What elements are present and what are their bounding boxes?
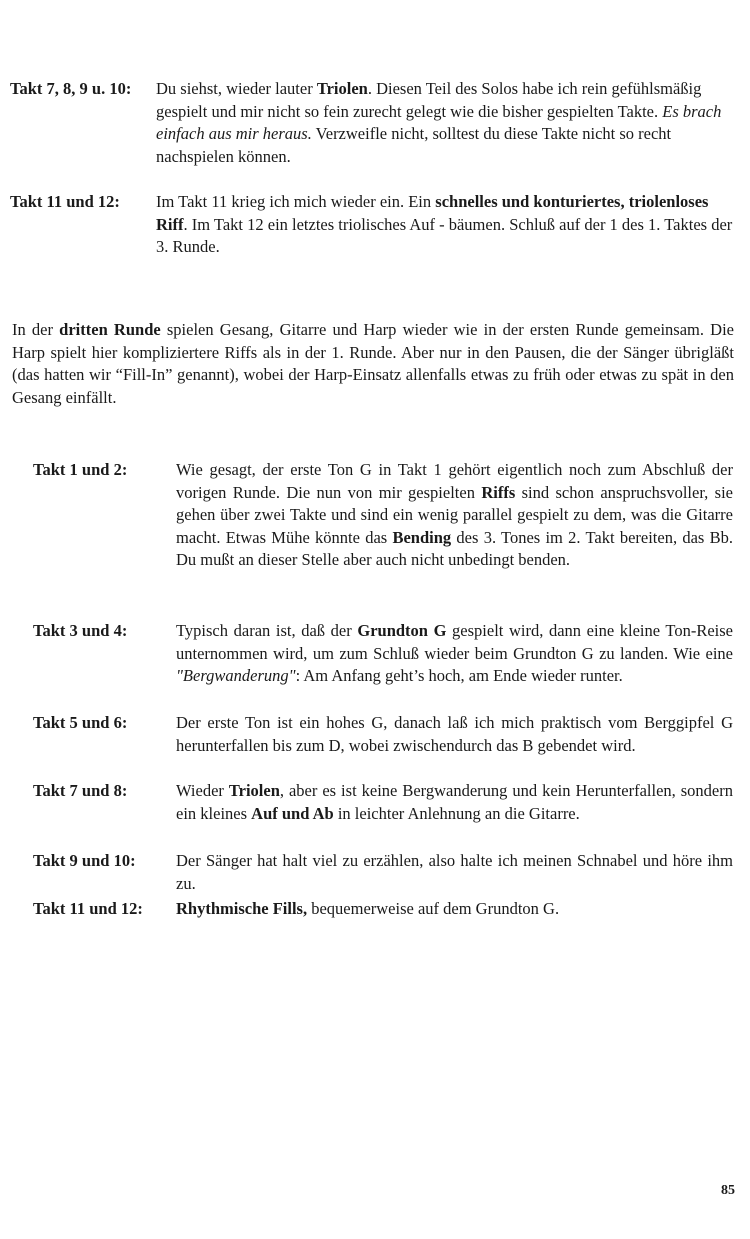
text-run: : Am Anfang geht’s hoch, am Ende wieder runter.: [295, 666, 623, 686]
entry-text: [156, 78, 734, 168]
entry-label: Takt 3 und 4:: [33, 621, 128, 640]
bold-run: dritten Runde: [59, 320, 161, 339]
text-run: In der: [12, 320, 60, 339]
bold-run: Auf und Ab: [251, 803, 334, 823]
text-run: . Im Takt 12 ein letztes triolisches Auf - bäumen. Schluß auf der 1 des 1. Taktes der 3. Runde.: [156, 214, 733, 257]
text-run: des 3. Tones im 2. Takt bereiten, das Bb. Du mußt an dieser Stelle aber auch nicht unbedingt benden.: [176, 527, 733, 570]
entry-text: [176, 850, 733, 895]
intro-paragraph: [12, 319, 734, 409]
italic-run: Es brach einfach aus mir heraus.: [156, 101, 722, 144]
entry-takt-11-12: [10, 191, 734, 259]
text-run: Der erste Ton ist ein hohes G, danach laß ich mich praktisch vom Berggipfel G herunterfallen bis zum D, wobei zwischendurch das B gebendet wird.: [176, 713, 733, 755]
entry-label: Takt 7 und 8:: [33, 781, 128, 800]
entry-label: Takt 11 und 12:: [10, 192, 120, 211]
entry-label: Takt 7, 8, 9 u. 10:: [10, 79, 132, 98]
text-run: sind schon anspruchsvoller, sie gehen über zwei Takte und sind ein wenig parallel gespielt zu dem, was die Gitarre macht. Etwas Mühe könnte das: [176, 482, 733, 547]
entry-label: Takt 1 und 2:: [33, 460, 128, 479]
entry-text: [176, 620, 733, 688]
entry-text: [176, 712, 733, 757]
entry-text: [156, 191, 734, 259]
text-run: Der Sänger hat halt viel zu erzählen, also halte ich meinen Schnabel und höre ihm zu.: [176, 851, 733, 893]
text-run: in leichter Anlehnung an die Gitarre.: [333, 803, 580, 823]
entry-label: Takt 5 und 6:: [33, 713, 128, 732]
entry-takt-11-12-round3: [33, 898, 733, 921]
entry-takt-5-6: [33, 712, 733, 757]
text-run: Im Takt 11 krieg ich mich wieder ein. Ein: [156, 192, 436, 211]
bold-run: Triolen: [228, 781, 280, 800]
text-run: Typisch daran ist, daß der: [176, 621, 358, 640]
text-run: spielen Gesang, Gitarre und Harp wieder wie in der ersten Runde gemeinsam. Die Harp spielt hier kompliziertere Riffs als in der 1. Runde. Aber nur in den Pausen, die der Sänger übrigläßt (das hatten wir “Fill-In” genannt), wobei der Harp-Einsatz allenfalls etwas zu früh oder etwas zu spät in den Gesang einfällt.: [12, 320, 734, 407]
entry-takt-1-2: [33, 459, 733, 572]
entry-takt-9-10: [33, 850, 733, 895]
entry-text: [176, 898, 733, 921]
text-run: bequemerweise auf dem Grundton G.: [307, 899, 560, 918]
text-run: Wie gesagt, der erste Ton G in Takt 1 gehört eigentlich noch zum Abschluß der vorigen Runde. Die nun von mir gespielten: [176, 460, 733, 502]
entry-text: [176, 780, 733, 825]
italic-run: "Bergwanderung": [176, 666, 296, 686]
entry-takt-3-4: [33, 620, 733, 688]
bold-run: Grundton G: [357, 621, 447, 640]
text-run: , aber es ist keine Bergwanderung und kein Herunterfallen, sondern ein kleines: [176, 781, 733, 823]
entry-takt-7-8-9-10: [10, 78, 734, 168]
text-run: gespielt wird, dann eine kleine Ton-Reise unternommen wird, um zum Schluß wieder beim Grundton G zu landen. Wie eine: [176, 621, 733, 663]
entry-label: Takt 11 und 12:: [33, 899, 143, 918]
text-run: Verzweifle nicht, solltest du diese Takte nicht so recht nachspielen können.: [156, 124, 672, 166]
text-run: . Diesen Teil des Solos habe ich rein gefühlsmäßig gespielt und mir nicht so fein zurecht gelegt wie die bisher gespielten Takte.: [156, 79, 702, 121]
bold-run: Riffs: [481, 482, 516, 502]
bold-run: Rhythmische Fills,: [176, 899, 308, 918]
bold-run: schnelles und konturiertes, triolenloses Riff: [156, 192, 709, 234]
text-run: Du siehst, wieder lauter: [156, 79, 317, 98]
entry-text: [176, 459, 733, 572]
bold-run: Bending: [392, 527, 452, 547]
entry-takt-7-8: [33, 780, 733, 825]
page-number: 85: [721, 1183, 735, 1198]
text-run: Wieder: [176, 781, 229, 800]
bold-run: Triolen: [316, 79, 368, 98]
entry-label: Takt 9 und 10:: [33, 851, 136, 870]
